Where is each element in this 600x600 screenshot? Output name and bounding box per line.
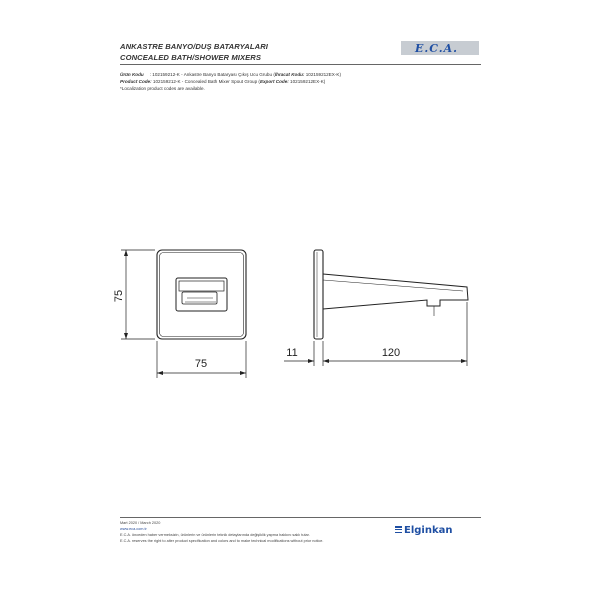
spout-front-outer [176,278,227,311]
export-value-tr: 102159212EX-K) [304,72,341,77]
side-spout [323,274,468,309]
footer-date: Mart 2020 / March 2020 [120,521,161,525]
front-plate-inner [160,253,244,337]
code-text-en: 102159212-K - Concealed Bath Mixer Spout Group ( [151,79,260,84]
elginkan-logo-icon [395,526,402,535]
code-text-tr: : 102159212-K - Ankastre Banyo Bataryası Çıkış Ucu Grubu ( [149,72,275,77]
dim-height-label: 75 [113,289,125,303]
code-label-tr: Ürün Kodu [120,72,144,77]
front-plate-outer [157,250,246,339]
export-label-en: Export Code: [259,79,289,84]
dim-spout-label: 120 [381,347,401,359]
side-plate [314,250,323,339]
title-tr: ANKASTRE BANYO/DUŞ BATARYALARI [120,42,268,51]
eca-logo: E.C.A. [401,41,479,55]
export-label-tr: İhracat Kodu: [274,72,305,77]
spout-front-inner [179,281,224,291]
code-label-en: Product Code: [120,79,152,84]
footer-note-tr: E.C.A. önceden haber vermeksizin, ürünlerin ve ürünlerin teknik detaylarında değişiklik yapma hakkını saklı tutar. [120,533,310,537]
footer-note-en: E.C.A. reserves the right to alter product specification and colors and to make technical modifications without prior notice. [120,539,324,543]
elginkan-brand: Elginkan [404,525,453,536]
localization-note: *Localization product codes are available. [120,86,205,91]
footer-divider [120,517,481,518]
footer-url[interactable]: www.eca.com.tr [120,527,147,531]
title-en: CONCEALED BATH/SHOWER MIXERS [120,53,262,62]
dim-plate-label: 11 [286,347,298,359]
export-value-en: 102159212EX-K) [288,79,326,84]
dim-width-label: 75 [194,358,208,370]
